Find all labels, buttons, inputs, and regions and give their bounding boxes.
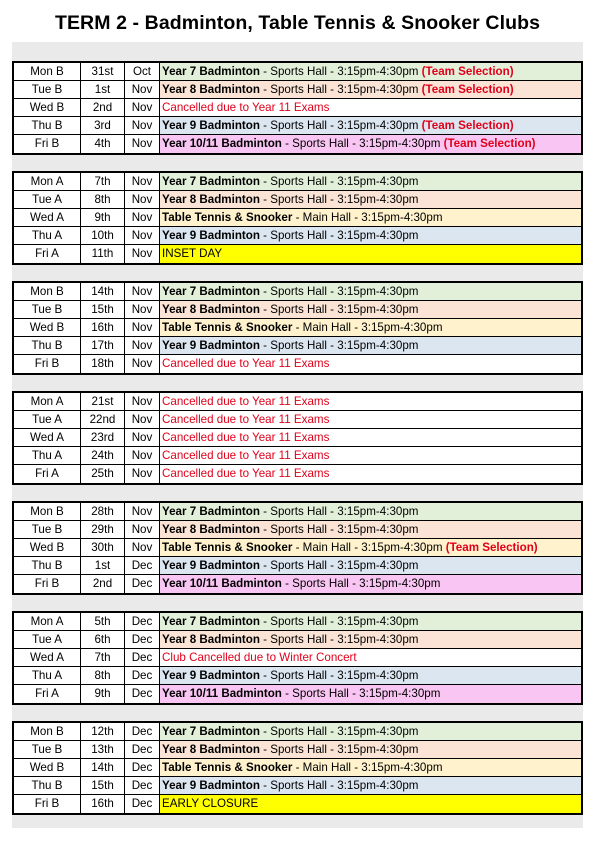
- activity-name: Year 10/11 Badminton: [162, 577, 282, 590]
- day-cell: Wed A: [14, 649, 81, 666]
- activity-cell: [160, 117, 581, 134]
- activity-cell: [160, 191, 581, 208]
- activity-cell: [160, 301, 581, 318]
- activity-details: - Sports Hall - 3:15pm-4:30pm: [259, 725, 419, 738]
- date-cell: 2nd: [81, 575, 125, 593]
- date-cell: 10th: [81, 227, 125, 244]
- month-cell: Nov: [125, 209, 160, 226]
- date-cell: 7th: [81, 173, 125, 190]
- month-cell: Nov: [125, 99, 160, 116]
- schedule-row: [14, 667, 581, 685]
- month-cell: Dec: [125, 575, 160, 593]
- activity-details: - Sports Hall - 3:15pm-4:30pm: [259, 779, 419, 792]
- activity-cell: [160, 759, 581, 776]
- schedule-row: [14, 741, 581, 759]
- month-cell: Nov: [125, 191, 160, 208]
- month-cell: Nov: [125, 227, 160, 244]
- date-cell: 16th: [81, 319, 125, 336]
- month-cell: Nov: [125, 355, 160, 373]
- cancellation-text: Cancelled due to Year 11 Exams: [162, 449, 330, 462]
- activity-name: Year 7 Badminton: [162, 175, 260, 188]
- team-selection-note: (Team Selection): [443, 137, 536, 150]
- activity-name: Table Tennis & Snooker: [162, 321, 293, 334]
- activity-cell: [160, 173, 581, 190]
- schedule-row: [14, 759, 581, 777]
- activity-details: - Sports Hall - 3:15pm-4:30pm: [259, 339, 419, 352]
- activity-details: - Sports Hall - 3:15pm-4:30pm: [259, 285, 419, 298]
- schedule-row: [14, 135, 581, 153]
- activity-name: Year 7 Badminton: [162, 505, 260, 518]
- activity-cell: [160, 135, 581, 153]
- activity-name: Year 9 Badminton: [162, 119, 260, 132]
- month-cell: Dec: [125, 613, 160, 630]
- activity-details: - Sports Hall - 3:15pm-4:30pm: [259, 119, 422, 132]
- day-cell: Mon B: [14, 283, 81, 300]
- activity-cell: [160, 319, 581, 336]
- schedule-row: [14, 777, 581, 795]
- activity-cell: [160, 685, 581, 703]
- day-cell: Fri B: [14, 575, 81, 593]
- month-cell: Dec: [125, 723, 160, 740]
- cancellation-text: Cancelled due to Year 11 Exams: [162, 467, 330, 480]
- month-cell: Nov: [125, 393, 160, 410]
- activity-name: Year 7 Badminton: [162, 285, 260, 298]
- schedule-row: [14, 191, 581, 209]
- page-title: TERM 2 - Badminton, Table Tennis & Snooker Clubs: [54, 12, 541, 34]
- day-cell: Fri B: [14, 135, 81, 153]
- day-cell: Tue B: [14, 741, 81, 758]
- activity-details: - Main Hall - 3:15pm-4:30pm: [292, 541, 446, 554]
- day-cell: Tue A: [14, 631, 81, 648]
- week-table: [12, 721, 583, 815]
- activity-name: Year 9 Badminton: [162, 559, 260, 572]
- day-cell: Tue B: [14, 521, 81, 538]
- activity-cell: [160, 521, 581, 538]
- activity-details: - Sports Hall - 3:15pm-4:30pm: [259, 559, 419, 572]
- schedule-row: [14, 393, 581, 411]
- activity-cell: [160, 795, 581, 813]
- activity-name: Year 10/11 Badminton: [162, 137, 282, 150]
- week-table: [12, 501, 583, 595]
- activity-details: - Sports Hall - 3:15pm-4:30pm: [259, 633, 419, 646]
- schedule-row: [14, 283, 581, 301]
- team-selection-note: (Team Selection): [445, 541, 538, 554]
- schedule-row: [14, 613, 581, 631]
- activity-cell: [160, 667, 581, 684]
- activity-cell: [160, 429, 581, 446]
- month-cell: Nov: [125, 301, 160, 318]
- activity-name: Year 8 Badminton: [162, 193, 260, 206]
- schedule-row: [14, 649, 581, 667]
- schedule-row: [14, 429, 581, 447]
- schedule-row: [14, 99, 581, 117]
- month-cell: Nov: [125, 319, 160, 336]
- cancellation-text: Cancelled due to Year 11 Exams: [162, 395, 330, 408]
- date-cell: 15th: [81, 301, 125, 318]
- activity-cell: [160, 245, 581, 263]
- day-cell: Tue A: [14, 411, 81, 428]
- month-cell: Nov: [125, 539, 160, 556]
- day-cell: Wed B: [14, 319, 81, 336]
- month-cell: Nov: [125, 173, 160, 190]
- activity-name: Year 10/11 Badminton: [162, 687, 282, 700]
- month-cell: Oct: [125, 63, 160, 80]
- activity-cell: [160, 723, 581, 740]
- day-cell: Mon B: [14, 503, 81, 520]
- week-table: [12, 611, 583, 705]
- month-cell: Nov: [125, 521, 160, 538]
- date-cell: 8th: [81, 191, 125, 208]
- date-cell: 29th: [81, 521, 125, 538]
- date-cell: 25th: [81, 465, 125, 483]
- cancellation-text: Club Cancelled due to Winter Concert: [162, 651, 357, 664]
- date-cell: 6th: [81, 631, 125, 648]
- activity-details: - Sports Hall - 3:15pm-4:30pm: [259, 83, 422, 96]
- activity-details: - Sports Hall - 3:15pm-4:30pm: [259, 523, 419, 536]
- schedule-row: [14, 63, 581, 81]
- activity-name: Year 8 Badminton: [162, 743, 260, 756]
- day-cell: Mon A: [14, 613, 81, 630]
- date-cell: 22nd: [81, 411, 125, 428]
- activity-cell: [160, 209, 581, 226]
- activity-name: Year 7 Badminton: [162, 725, 260, 738]
- month-cell: Nov: [125, 135, 160, 153]
- day-cell: Wed B: [14, 759, 81, 776]
- activity-name: Year 9 Badminton: [162, 669, 260, 682]
- month-cell: Nov: [125, 245, 160, 263]
- week-table: [12, 391, 583, 485]
- month-cell: Nov: [125, 447, 160, 464]
- schedule-row: [14, 209, 581, 227]
- date-cell: 14th: [81, 283, 125, 300]
- schedule-row: [14, 539, 581, 557]
- team-selection-note: (Team Selection): [421, 65, 514, 78]
- date-cell: 8th: [81, 667, 125, 684]
- activity-cell: [160, 447, 581, 464]
- activity-name: Year 8 Badminton: [162, 83, 260, 96]
- schedule-row: [14, 685, 581, 703]
- activity-details: - Main Hall - 3:15pm-4:30pm: [292, 321, 443, 334]
- cancellation-text: Cancelled due to Year 11 Exams: [162, 431, 330, 444]
- schedule-row: [14, 557, 581, 575]
- activity-details: - Sports Hall - 3:15pm-4:30pm: [259, 615, 419, 628]
- activity-cell: [160, 393, 581, 410]
- month-cell: Nov: [125, 411, 160, 428]
- activity-details: - Sports Hall - 3:15pm-4:30pm: [259, 505, 419, 518]
- activity-cell: [160, 575, 581, 593]
- date-cell: 28th: [81, 503, 125, 520]
- month-cell: Nov: [125, 429, 160, 446]
- week-table: [12, 281, 583, 375]
- activity-details: INSET DAY: [162, 247, 223, 260]
- activity-name: Year 8 Badminton: [162, 523, 260, 536]
- activity-details: EARLY CLOSURE: [162, 797, 259, 810]
- month-cell: Dec: [125, 631, 160, 648]
- activity-name: Table Tennis & Snooker: [162, 541, 293, 554]
- day-cell: Thu B: [14, 337, 81, 354]
- activity-name: Table Tennis & Snooker: [162, 761, 293, 774]
- date-cell: 13th: [81, 741, 125, 758]
- activity-details: - Sports Hall - 3:15pm-4:30pm: [259, 229, 419, 242]
- cancellation-text: Cancelled due to Year 11 Exams: [162, 413, 330, 426]
- activity-cell: [160, 631, 581, 648]
- schedule-row: [14, 355, 581, 373]
- activity-details: - Sports Hall - 3:15pm-4:30pm: [281, 687, 441, 700]
- week-table: [12, 61, 583, 155]
- day-cell: Thu B: [14, 557, 81, 574]
- day-cell: Wed B: [14, 539, 81, 556]
- month-cell: Nov: [125, 81, 160, 98]
- activity-details: - Sports Hall - 3:15pm-4:30pm: [259, 669, 419, 682]
- activity-details: - Sports Hall - 3:15pm-4:30pm: [259, 65, 422, 78]
- month-cell: Dec: [125, 557, 160, 574]
- date-cell: 16th: [81, 795, 125, 813]
- activity-cell: [160, 777, 581, 794]
- month-cell: Dec: [125, 741, 160, 758]
- date-cell: 1st: [81, 81, 125, 98]
- activity-cell: [160, 465, 581, 483]
- day-cell: Wed B: [14, 99, 81, 116]
- schedule-row: [14, 319, 581, 337]
- date-cell: 21st: [81, 393, 125, 410]
- schedule-row: [14, 503, 581, 521]
- day-cell: Fri A: [14, 245, 81, 263]
- day-cell: Tue A: [14, 191, 81, 208]
- month-cell: Dec: [125, 777, 160, 794]
- activity-name: Year 8 Badminton: [162, 303, 260, 316]
- date-cell: 4th: [81, 135, 125, 153]
- activity-cell: [160, 539, 581, 556]
- activity-name: Year 9 Badminton: [162, 339, 260, 352]
- activity-cell: [160, 81, 581, 98]
- activity-name: Table Tennis & Snooker: [162, 211, 293, 224]
- day-cell: Fri B: [14, 355, 81, 373]
- cancellation-text: Cancelled due to Year 11 Exams: [162, 101, 330, 114]
- team-selection-note: (Team Selection): [421, 83, 514, 96]
- date-cell: 9th: [81, 209, 125, 226]
- day-cell: Thu A: [14, 227, 81, 244]
- month-cell: Dec: [125, 667, 160, 684]
- schedule-row: [14, 173, 581, 191]
- cancellation-text: Cancelled due to Year 11 Exams: [162, 357, 330, 370]
- week-table: [12, 171, 583, 265]
- date-cell: 14th: [81, 759, 125, 776]
- month-cell: Dec: [125, 759, 160, 776]
- date-cell: 5th: [81, 613, 125, 630]
- activity-name: Year 7 Badminton: [162, 65, 260, 78]
- activity-name: Year 9 Badminton: [162, 229, 260, 242]
- day-cell: Wed A: [14, 209, 81, 226]
- day-cell: Fri A: [14, 465, 81, 483]
- schedule-row: [14, 245, 581, 263]
- day-cell: Tue B: [14, 81, 81, 98]
- schedule-row: [14, 117, 581, 135]
- date-cell: 9th: [81, 685, 125, 703]
- schedule-row: [14, 521, 581, 539]
- activity-details: - Sports Hall - 3:15pm-4:30pm: [259, 303, 419, 316]
- schedule-row: [14, 301, 581, 319]
- month-cell: Nov: [125, 117, 160, 134]
- schedule-row: [14, 81, 581, 99]
- day-cell: Mon B: [14, 723, 81, 740]
- activity-name: Year 7 Badminton: [162, 615, 260, 628]
- schedule-row: [14, 447, 581, 465]
- activity-details: - Main Hall - 3:15pm-4:30pm: [292, 761, 443, 774]
- schedule-row: [14, 631, 581, 649]
- month-cell: Dec: [125, 795, 160, 813]
- month-cell: Nov: [125, 465, 160, 483]
- date-cell: 24th: [81, 447, 125, 464]
- activity-cell: [160, 99, 581, 116]
- schedule-row: [14, 411, 581, 429]
- schedule-row: [14, 575, 581, 593]
- day-cell: Mon A: [14, 393, 81, 410]
- activity-cell: [160, 283, 581, 300]
- day-cell: Wed A: [14, 429, 81, 446]
- activity-cell: [160, 613, 581, 630]
- activity-details: - Sports Hall - 3:15pm-4:30pm: [259, 193, 419, 206]
- day-cell: Tue B: [14, 301, 81, 318]
- date-cell: 12th: [81, 723, 125, 740]
- date-cell: 1st: [81, 557, 125, 574]
- activity-cell: [160, 337, 581, 354]
- date-cell: 30th: [81, 539, 125, 556]
- activity-cell: [160, 741, 581, 758]
- activity-cell: [160, 63, 581, 80]
- day-cell: Mon A: [14, 173, 81, 190]
- date-cell: 18th: [81, 355, 125, 373]
- month-cell: Dec: [125, 685, 160, 703]
- date-cell: 23rd: [81, 429, 125, 446]
- date-cell: 15th: [81, 777, 125, 794]
- activity-name: Year 8 Badminton: [162, 633, 260, 646]
- activity-cell: [160, 649, 581, 666]
- activity-cell: [160, 355, 581, 373]
- activity-cell: [160, 227, 581, 244]
- day-cell: Thu B: [14, 777, 81, 794]
- activity-name: Year 9 Badminton: [162, 779, 260, 792]
- schedule-row: [14, 795, 581, 813]
- schedule-row: [14, 337, 581, 355]
- date-cell: 7th: [81, 649, 125, 666]
- month-cell: Nov: [125, 503, 160, 520]
- activity-cell: [160, 503, 581, 520]
- date-cell: 11th: [81, 245, 125, 263]
- day-cell: Thu A: [14, 447, 81, 464]
- date-cell: 17th: [81, 337, 125, 354]
- day-cell: Fri B: [14, 795, 81, 813]
- activity-details: - Sports Hall - 3:15pm-4:30pm: [259, 175, 419, 188]
- activity-cell: [160, 557, 581, 574]
- month-cell: Dec: [125, 649, 160, 666]
- activity-details: - Sports Hall - 3:15pm-4:30pm: [281, 137, 444, 150]
- month-cell: Nov: [125, 283, 160, 300]
- date-cell: 31st: [81, 63, 125, 80]
- day-cell: Mon B: [14, 63, 81, 80]
- schedule-row: [14, 227, 581, 245]
- date-cell: 2nd: [81, 99, 125, 116]
- day-cell: Thu B: [14, 117, 81, 134]
- activity-details: - Sports Hall - 3:15pm-4:30pm: [259, 743, 419, 756]
- day-cell: Thu A: [14, 667, 81, 684]
- day-cell: Fri A: [14, 685, 81, 703]
- schedule-row: [14, 465, 581, 483]
- schedule-row: [14, 723, 581, 741]
- activity-details: - Sports Hall - 3:15pm-4:30pm: [281, 577, 441, 590]
- activity-details: - Main Hall - 3:15pm-4:30pm: [292, 211, 443, 224]
- team-selection-note: (Team Selection): [421, 119, 514, 132]
- month-cell: Nov: [125, 337, 160, 354]
- activity-cell: [160, 411, 581, 428]
- date-cell: 3rd: [81, 117, 125, 134]
